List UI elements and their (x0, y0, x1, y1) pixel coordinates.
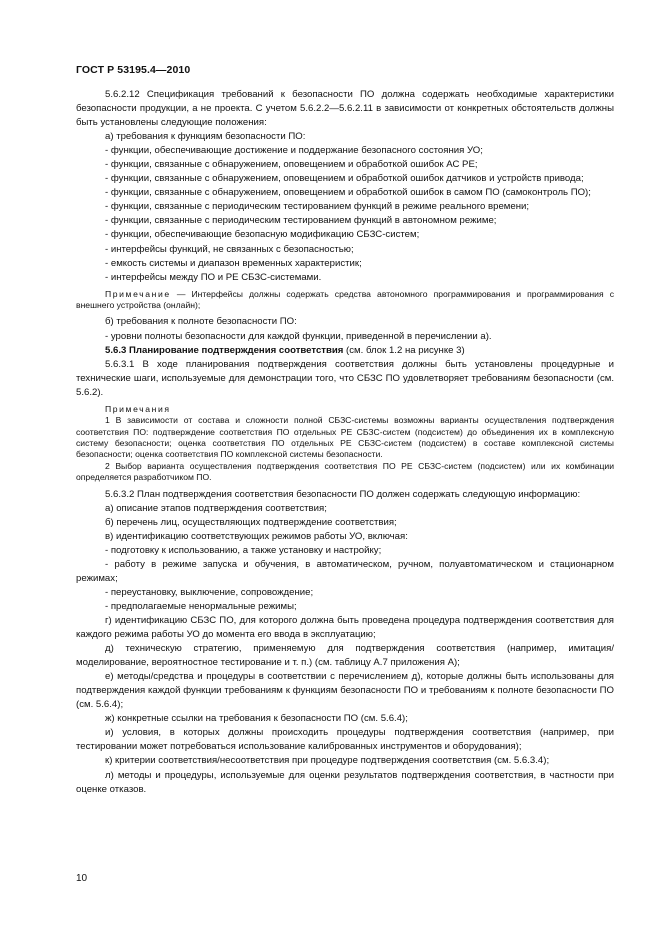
list-item: б) перечень лиц, осуществляющих подтверждение соответствия; (105, 516, 397, 528)
note (76, 289, 614, 312)
list-item: б) требования к полноте безопасности ПО: (105, 316, 297, 328)
list-item: л) методы и процедуры, используемые для оценки результатов подтверждения соответствия, в частности при оценке отказов. (76, 769, 614, 795)
list-item: - интерфейсы функций, не связанных с безопасностью; (105, 243, 354, 255)
document-header: ГОСТ Р 53195.4—2010 (76, 64, 191, 76)
note-item: 2 Выбор варианта осуществления подтверждения соответствия ПО РЕ СБЗС-систем (подсистем) или их комбинации определяется разработчиком ПО. (76, 460, 614, 483)
list-item: - функции, обеспечивающие безопасную модификацию СБЗС-систем; (105, 229, 420, 241)
list-item: - функции, обеспечивающие достижение и поддержание безопасного состояния УО; (105, 145, 483, 157)
page-number: 10 (76, 873, 88, 884)
list-item: - переустановку, выключение, сопровождение; (105, 586, 314, 598)
section-reference: (см. блок 1.2 на рисунке 3) (343, 344, 465, 356)
list-item: е) методы/средства и процедуры в соответствии с перечислением д), которые должны быть использованы для подтверждения каждой функции требованиям к функциям безопасности ПО и требованиям к полноте безопасности ПО (см. 5.6.4); (76, 671, 614, 711)
list-item: - емкость системы и диапазон временных характеристик; (105, 257, 362, 269)
paragraph: 5.6.3.1 В ходе планирования подтверждения соответствия должны быть установлены процедурные и технические шаги, используемые для демонстрации того, что СБЗС ПО удовлетворяет требованиям безопасности (см. 5.6.2). (76, 358, 614, 398)
list-item: - функции, связанные с периодическим тестированием функций в автономном режиме; (105, 215, 497, 227)
list-item: - уровни полноты безопасности для каждой функции, приведенной в перечислении а). (105, 330, 492, 342)
paragraph: 5.6.2.12 Спецификация требований к безопасности ПО должна содержать необходимые характеристики безопасности продукции, а не проекта. С учетом 5.6.2.2—5.6.2.11 в зависимости от конкретных обстоятельств должны быть установлены следующие положения: (76, 89, 614, 129)
section-title: 5.6.3 Планирование подтверждения соответствия (105, 344, 344, 356)
note-title: Примечание (105, 288, 171, 299)
list-item: и) условия, в которых должны происходить процедуры подтверждения соответствия (например, при тестировании может потребоваться использование калиброванных инструментов и оборудования); (76, 727, 614, 753)
notes-block (76, 404, 614, 484)
list-item: - подготовку к использованию, а также установку и настройку; (105, 544, 382, 556)
list-item: - функции, связанные с обнаружением, оповещением и обработкой ошибок датчиков и устройств привода; (105, 173, 584, 185)
list-item: - предполагаемые ненормальные режимы; (105, 600, 297, 612)
list-item: в) идентификацию соответствующих режимов работы УО, включая: (105, 530, 408, 542)
note-text: — Интерфейсы должны содержать средства автономного программирования и программирования с внешнего устройства (онлайн); (76, 288, 614, 311)
list-item: - функции, связанные с обнаружением, оповещением и обработкой ошибок АС РЕ; (105, 159, 478, 171)
list-item: - работу в режиме запуска и обучения, в автоматическом, ручном, полуавтоматическом и стационарном режимах; (76, 558, 614, 584)
list-item: г) идентификацию СБЗС ПО, для которого должна быть проведена процедура подтверждения соответствия для каждого режима работы УО до момента его ввода в эксплуатацию; (76, 615, 614, 641)
list-item: - функции, связанные с обнаружением, оповещением и обработкой ошибок в самом ПО (самоконтроль ПО); (105, 187, 591, 199)
list-item: - функции, связанные с периодическим тестированием функций в режиме реального времени; (105, 201, 530, 213)
list-item: ж) конкретные ссылки на требования к безопасности ПО (см. 5.6.4); (105, 713, 408, 725)
document-body (76, 88, 614, 797)
list-item: а) описание этапов подтверждения соответствия; (105, 502, 327, 514)
list-item: а) требования к функциям безопасности ПО: (105, 131, 306, 143)
notes-title: Примечания (105, 403, 171, 414)
section-heading (76, 344, 614, 358)
list-item: д) техническую стратегию, применяемую для подтверждения соответствия (например, имитация/моделирование, вероятностное тестирование и т. п.) (см. таблицу А.7 приложения А); (76, 643, 614, 669)
paragraph: 5.6.3.2 План подтверждения соответствия безопасности ПО должен содержать следующую информацию: (105, 488, 581, 500)
note-item: 1 В зависимости от состава и сложности полной СБЗС-системы возможны варианты осуществления подтверждения соответствия ПО: подтверждение соответствия ПО отдельных РЕ СБЗС-систем (подсистем) до объединения их в комплексную систему безопасности; оценка соответствия ПО отдельных РЕ СБЗС-систем (подсистем) в составе комплексной системы безопасности; оценка соответствия ПО комплексной системы безопасности. (76, 415, 614, 460)
list-item: к) критерии соответствия/несоответствия при процедуре подтверждения соответствия (см. 5.6.3.4); (105, 755, 550, 767)
list-item: - интерфейсы между ПО и РЕ СБЗС-системами. (105, 271, 322, 283)
